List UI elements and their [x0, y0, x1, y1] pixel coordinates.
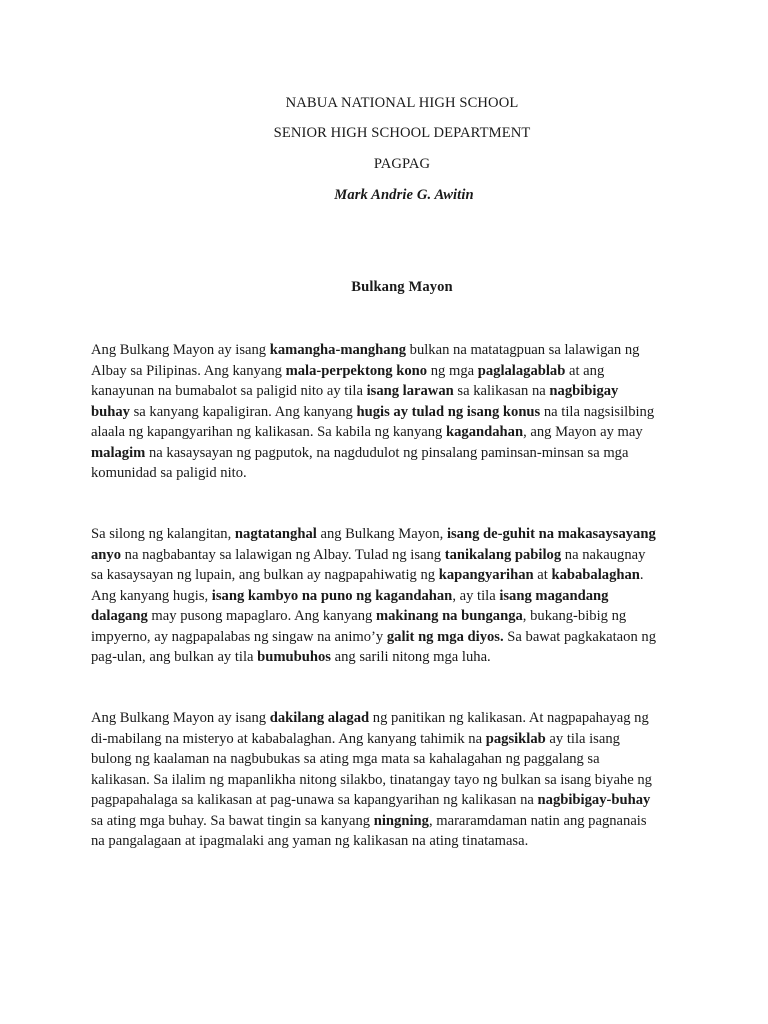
paragraph-line: [91, 606, 669, 627]
bold-phrase: kagandahan: [446, 424, 524, 440]
bold-phrase: galit ng mga diyos.: [386, 628, 504, 645]
bold-phrase: isang magandang: [499, 587, 609, 604]
text-run: sa kasaysayan ng lupain, ang bulkan ay nagpapahiwatig ng: [91, 567, 439, 583]
paragraph-line: [91, 381, 669, 402]
text-run: alaala ng kapangyarihan ng kalikasan. Sa kabila ng kanyang: [91, 424, 446, 440]
text-run: at ang: [565, 362, 605, 379]
text-run: , mararamdaman natin ang pagnanais: [428, 812, 647, 829]
text-run: ang Bulkang Mayon,: [316, 526, 447, 542]
bold-phrase: kababalaghan: [551, 567, 640, 583]
bold-phrase: pagsiklab: [485, 730, 546, 747]
bold-phrase: nagbibigay: [549, 383, 619, 399]
bold-phrase: kamangha-manghang: [269, 342, 407, 358]
text-run: ng mga: [427, 362, 478, 379]
text-run: .: [639, 567, 644, 583]
paragraph-line: [91, 647, 669, 668]
text-run: Sa bawat pagkakataon ng: [503, 628, 656, 645]
bold-phrase: dalagang: [91, 608, 148, 624]
paragraph-line: [91, 729, 669, 750]
bold-phrase: ningning: [373, 812, 429, 829]
author-name: Mark Andrie G. Awitin: [334, 187, 474, 203]
bold-phrase: dakilang alagad: [269, 710, 370, 726]
text-run: sa kanyang kapaligiran. Ang kanyang: [129, 403, 357, 420]
text-run: Albay sa Pilipinas. Ang kanyang: [91, 362, 286, 379]
text-run: , ay tila: [452, 587, 500, 604]
text-run: at: [533, 567, 552, 583]
bold-phrase: isang larawan: [366, 383, 454, 399]
paragraph-line: [91, 422, 669, 443]
bold-phrase: malagim: [91, 444, 146, 461]
bold-phrase: anyo: [91, 546, 122, 563]
bold-phrase: buhay: [91, 403, 130, 420]
text-run: bulkan na matatagpuan sa lalawigan ng: [406, 342, 640, 358]
bold-phrase: isang kambyo na puno ng kagandahan: [211, 587, 453, 604]
text-run: na nakaugnay: [561, 546, 646, 563]
text-run: kanayunan na bumabalot sa paligid nito ay tila: [91, 383, 367, 399]
text-run: Ang Bulkang Mayon ay isang: [91, 342, 270, 358]
text-run: na tila nagsisilbing: [540, 403, 655, 420]
bold-phrase: hugis ay tulad ng isang konus: [356, 403, 541, 420]
bold-phrase: isang de-guhit na makasaysayang: [446, 526, 656, 542]
text-run: komunidad sa paligid nito.: [91, 465, 247, 481]
text-run: sa kalikasan na: [453, 383, 550, 399]
paragraph-line: [91, 586, 669, 607]
paragraph-line: [91, 361, 669, 382]
text-run: pag-ulan, ang bulkan ay tila: [91, 649, 258, 665]
text-run: ay tila isang: [545, 730, 620, 747]
text-run: ng panitikan ng kalikasan. At nagpapahayag ng: [369, 710, 649, 726]
bold-phrase: paglalagablab: [477, 362, 566, 379]
department-name: SENIOR HIGH SCHOOL DEPARTMENT: [273, 125, 531, 141]
paragraph-line: [91, 545, 669, 566]
paragraph-3: [91, 708, 669, 852]
bold-phrase: tanikalang pabilog: [444, 546, 562, 563]
text-run: , bukang-bibig ng: [522, 608, 627, 624]
paragraph-2: [91, 524, 669, 668]
paragraph-line: [91, 831, 669, 852]
paragraph-line: [91, 463, 669, 484]
text-run: di-mabilang na misteryo at kababalaghan. Ang kanyang tahimik na: [91, 730, 486, 747]
school-name: NABUA NATIONAL HIGH SCHOOL: [285, 95, 519, 111]
text-run: may pusong mapaglaro. Ang kanyang: [147, 608, 376, 624]
bold-phrase: bumubuhos: [257, 649, 331, 665]
paragraph-line: [91, 340, 669, 361]
text-run: sa ating mga buhay. Sa bawat tingin sa kanyang: [91, 812, 374, 829]
text-run: ang sarili nitong mga luha.: [331, 649, 491, 665]
essay-title: Bulkang Mayon: [351, 279, 453, 295]
text-run: pagpapahalaga sa kalikasan at pag-unawa sa kapangyarihan ng kalikasan na: [91, 792, 538, 808]
paragraph-line: [91, 708, 669, 729]
bold-phrase: nagbibigay-buhay: [537, 792, 651, 808]
text-run: Ang kanyang hugis,: [91, 587, 212, 604]
text-run: bulong ng kaalaman na nagbubukas sa ating mga mata sa kahalagahan ng paggalang sa: [91, 751, 600, 767]
paragraph-line: [91, 565, 669, 586]
text-run: , ang Mayon ay may: [523, 424, 643, 440]
text-run: Sa silong ng kalangitan,: [91, 526, 235, 542]
text-run: na nagbabantay sa lalawigan ng Albay. Tulad ng isang: [121, 546, 445, 563]
bold-phrase: nagtatanghal: [234, 526, 317, 542]
bold-phrase: makinang na bunganga: [375, 608, 523, 624]
paragraph-line: [91, 811, 669, 832]
paragraph-1: [91, 340, 669, 484]
subject-label: PAGPAG: [373, 156, 431, 172]
text-run: Ang Bulkang Mayon ay isang: [91, 710, 270, 726]
bold-phrase: mala-perpektong kono: [285, 362, 428, 379]
text-run: na pangalagaan at ipagmalaki ang yaman ng kalikasan na ating tinatamasa.: [91, 833, 529, 849]
text-run: kalikasan. Sa ilalim ng mapanlikha nitong silakbo, tinatangay tayo ng bulkan sa isang biyahe ng: [91, 771, 652, 788]
text-run: na kasaysayan ng pagputok, na nagdudulot ng pinsalang paminsan-minsan sa mga: [145, 444, 629, 461]
paragraph-line: [91, 443, 669, 464]
paragraph-line: [91, 402, 669, 423]
paragraph-line: [91, 770, 669, 791]
paragraph-line: [91, 749, 669, 770]
paragraph-line: [91, 627, 669, 648]
paragraph-line: [91, 790, 669, 811]
bold-phrase: kapangyarihan: [438, 567, 534, 583]
paragraph-line: [91, 524, 669, 545]
text-run: impyerno, ay nagpapalabas ng singaw na animo’y: [91, 628, 387, 645]
